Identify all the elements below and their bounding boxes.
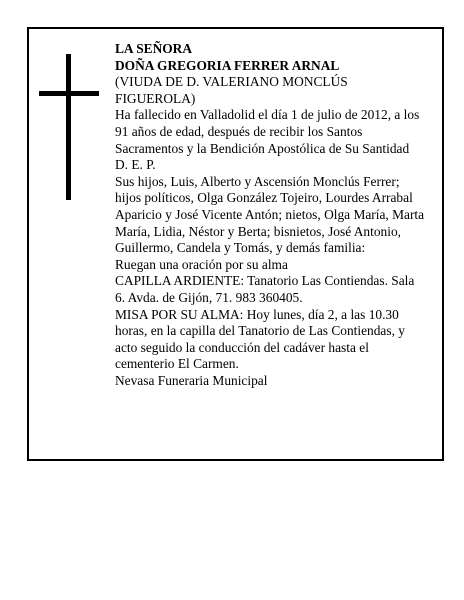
heading-title: LA SEÑORA [115, 41, 193, 56]
obituary-text [115, 41, 425, 389]
chapel-info: CAPILLA ARDIENTE: Tanatorio Las Contiendas. Sala 6. Avda. de Gijón, 71. 983 360405. [115, 273, 415, 305]
family-list: Sus hijos, Luis, Alberto y Ascensión Monclús Ferrer; hijos políticos, Olga González Tojeiro, Lourdes Arrabal Aparicio y José Vicente Antón; nietos, Olga María, Marta María, Lidia, Néstor y Berta; bisnietos, José Antonio, Guillermo, Candela y Tomás, y demás familia: [115, 173, 425, 256]
rip-text: D. E. P. [115, 157, 156, 173]
obituary-notice [27, 27, 444, 461]
death-notice: Ha fallecido en Valladolid el día 1 de julio de 2012, a los 91 años de edad, después de recibir los Santos Sacramentos y la Bendición Apostólica de Su Santidad [115, 107, 420, 156]
mass-info: MISA POR SU ALMA: Hoy lunes, día 2, a las 10.30 horas, en la capilla del Tanatorio de Las Contiendas, y acto seguido la conducción del cadáver hasta el cementerio El Carmen. [115, 306, 405, 372]
prayer-request: Ruegan una oración por su alma [115, 256, 288, 272]
widow-of: (VIUDA DE D. VALERIANO MONCLÚS FIGUEROLA) [115, 74, 348, 106]
funeral-home: Nevasa Funeraria Municipal [115, 372, 268, 388]
cross-vertical-bar [66, 54, 71, 200]
cross-horizontal-bar [39, 91, 99, 96]
cross-icon [39, 54, 99, 200]
deceased-name: DOÑA GREGORIA FERRER ARNAL [115, 57, 340, 73]
